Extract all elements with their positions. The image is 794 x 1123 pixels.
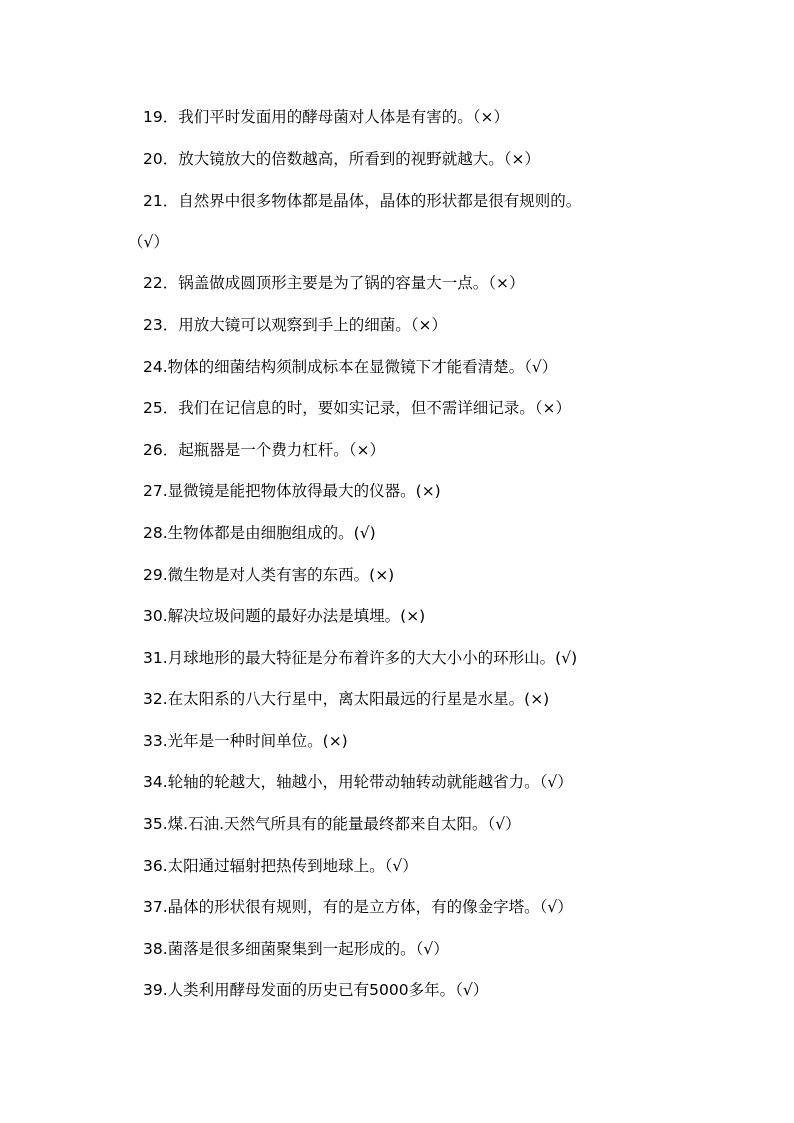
statement-25: 25．我们在记信息的时，要如实记录，但不需详细记录。（×） [143, 399, 571, 417]
statement-24: 24.物体的细菌结构须制成标本在显微镜下才能看清楚。（√） [143, 358, 558, 376]
statement-27: 27.显微镜是能把物体放得最大的仪器。(×) [143, 482, 441, 500]
statement-26: 26．起瓶器是一个费力杠杆。（×） [143, 441, 385, 459]
statement-32: 32.在太阳系的八大行星中，离太阳最远的行星是水星。(×) [143, 690, 550, 708]
statement-34: 34.轮轴的轮越大，轴越小，用轮带动轴转动就能越省力。（√） [143, 773, 573, 791]
statement-31: 31.月球地形的最大特征是分布着许多的大大小小的环形山。(√) [143, 649, 578, 667]
statement-29: 29.微生物是对人类有害的东西。(×) [143, 566, 395, 584]
statement-23: 23．用放大镜可以观察到手上的细菌。（×） [143, 316, 447, 334]
statement-19: 19．我们平时发面用的酵母菌对人体是有害的。（×） [143, 108, 509, 126]
statement-21: 21．自然界中很多物体都是晶体，晶体的形状都是很有规则的。 [143, 192, 582, 210]
statement-22: 22．锅盖做成圆顶形主要是为了锅的容量大一点。（×） [143, 274, 525, 292]
statement-20: 20．放大镜放大的倍数越高，所看到的视野就越大。（×） [143, 150, 540, 168]
statement-21-answer: （√） [128, 233, 169, 251]
statement-38: 38.菌落是很多细菌聚集到一起形成的。（√） [143, 940, 449, 958]
statement-36: 36.太阳通过辐射把热传到地球上。（√） [143, 857, 418, 875]
statement-37: 37.晶体的形状很有规则，有的是立方体，有的像金字塔。（√） [143, 898, 573, 916]
statement-35: 35.煤.石油.天然气所具有的能量最终都来自太阳。（√） [143, 815, 521, 833]
statement-30: 30.解决垃圾问题的最好办法是填埋。(×) [143, 607, 426, 625]
statement-28: 28.生物体都是由细胞组成的。(√) [143, 524, 376, 542]
statement-33: 33.光年是一种时间单位。(×) [143, 732, 348, 750]
statement-39: 39.人类利用酵母发面的历史已有5000多年。（√） [143, 981, 489, 999]
